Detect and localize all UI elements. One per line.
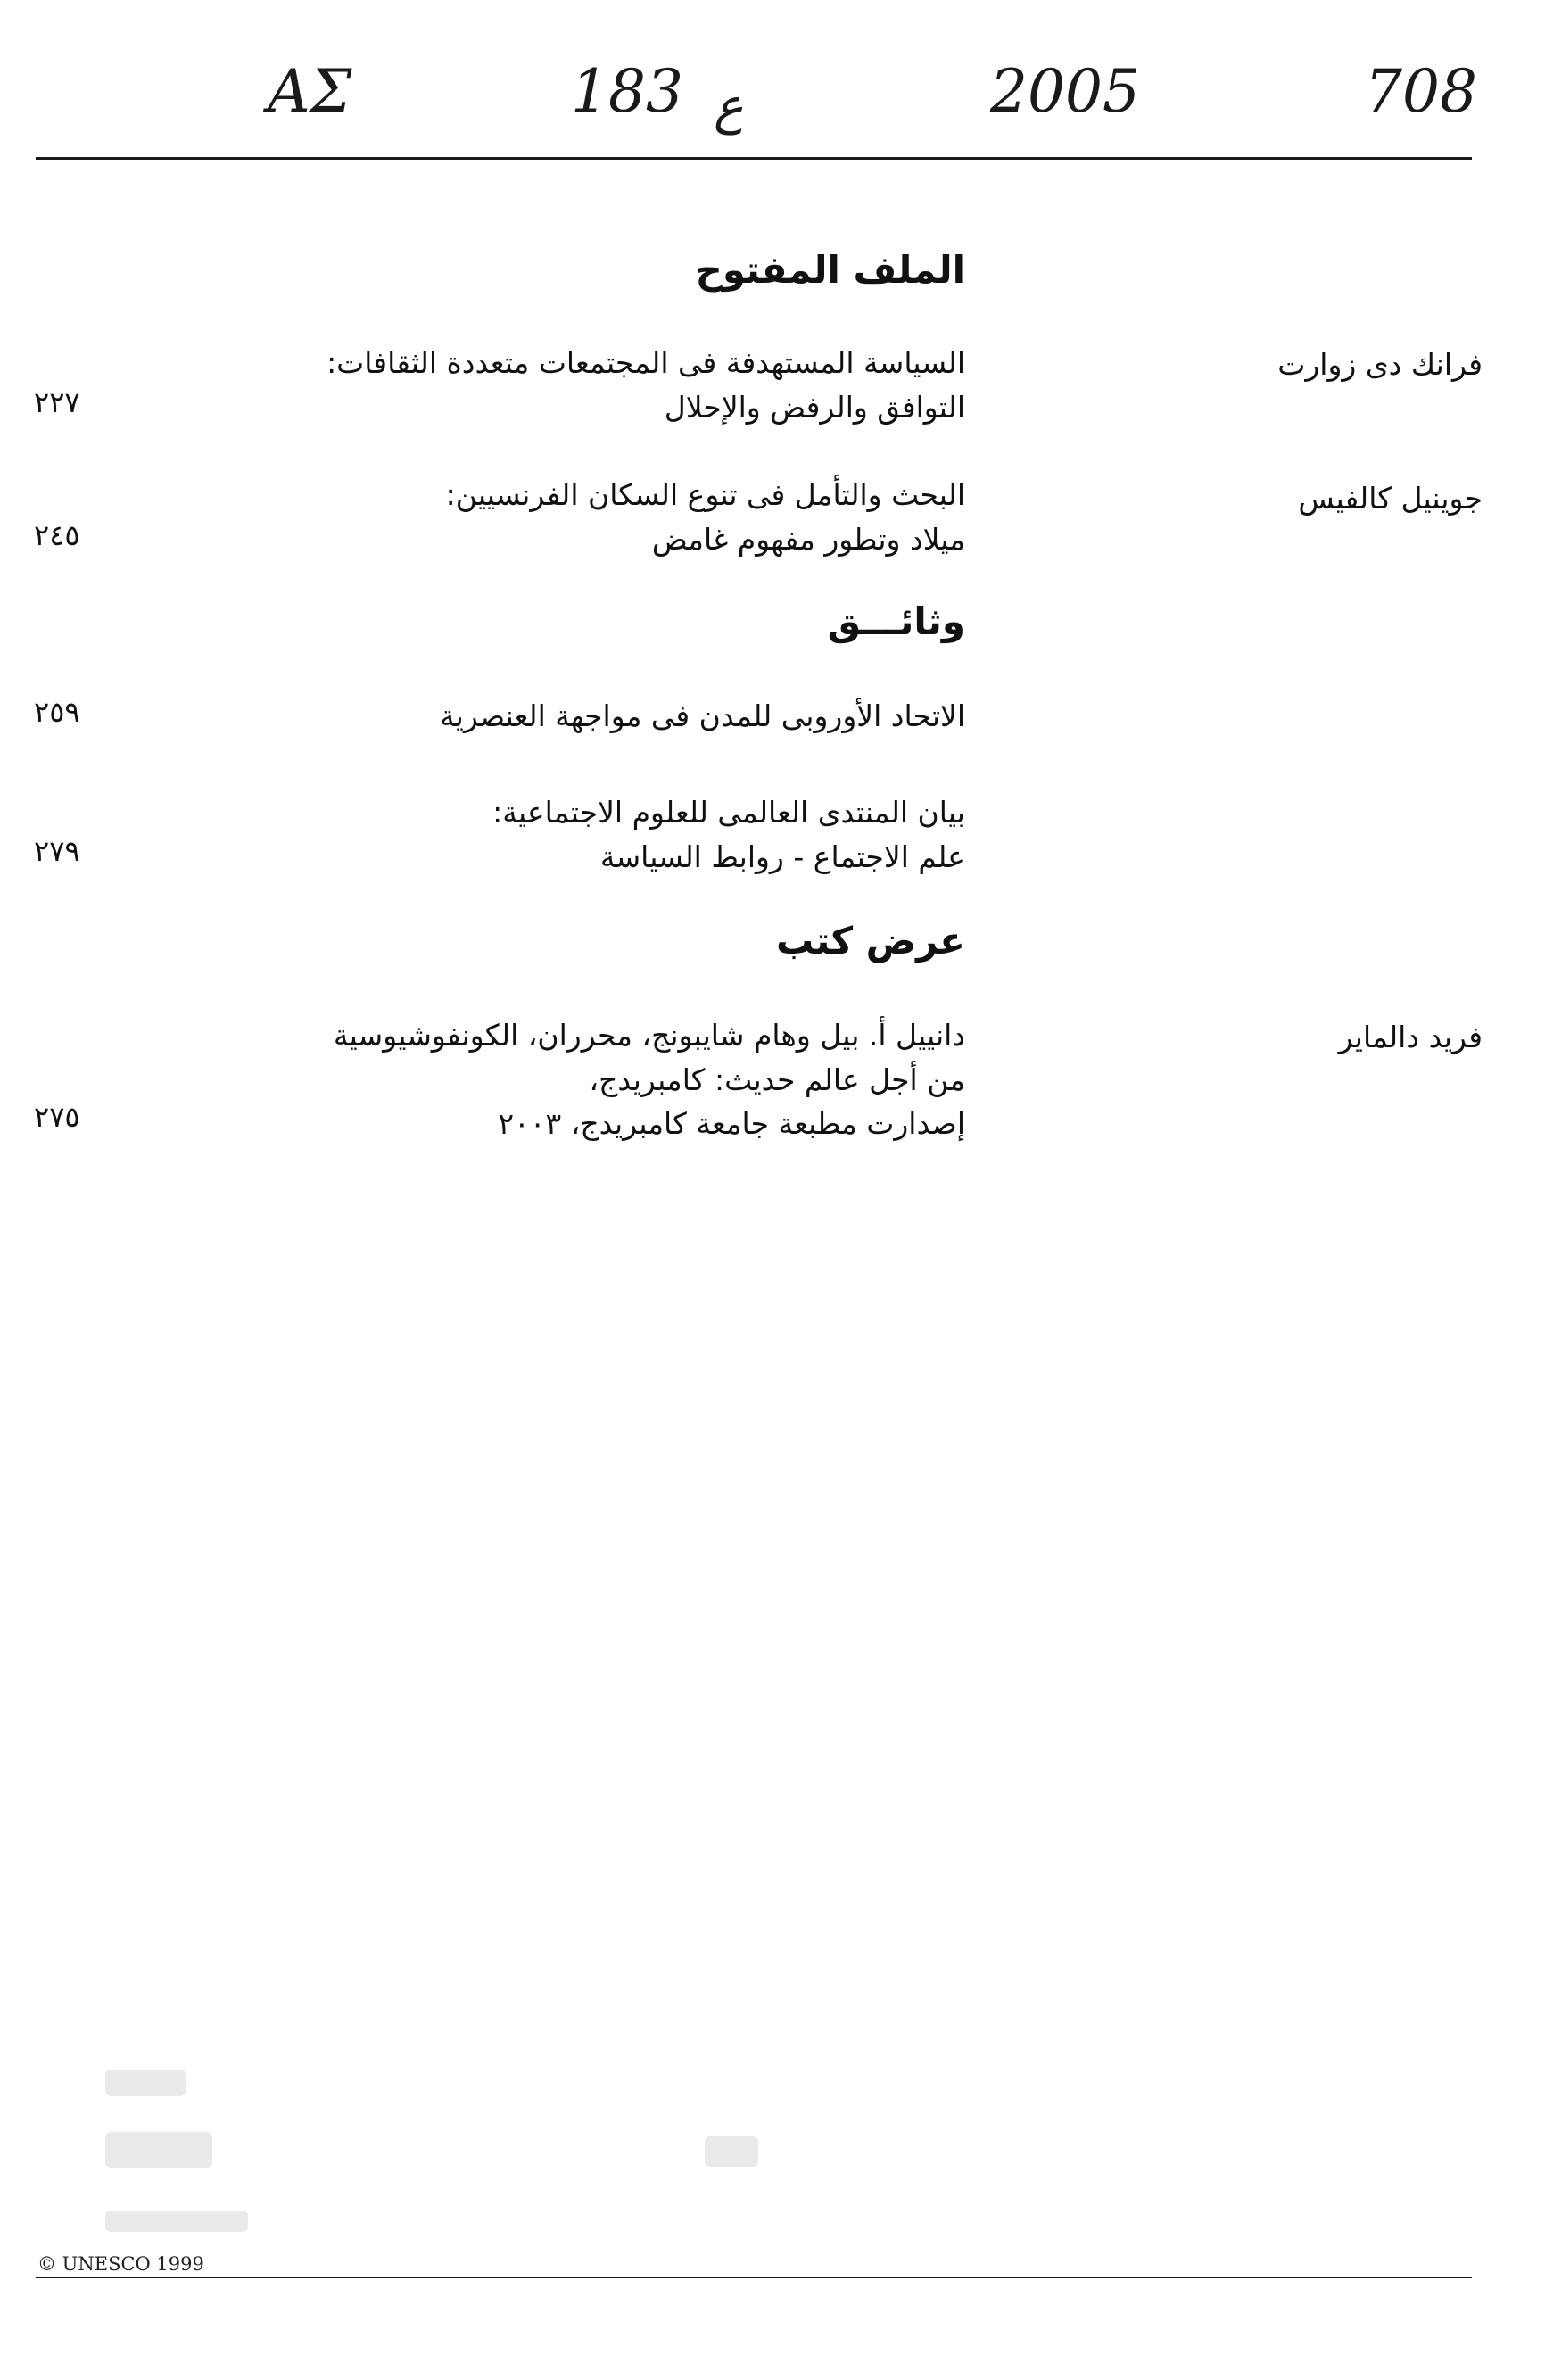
author-entry-5: فريد دالماير (1338, 1020, 1483, 1054)
scan-smudge (105, 2132, 212, 2168)
toc-entry-1-title (180, 341, 965, 429)
section-heading-book-reviews: عرض كتب (776, 919, 965, 963)
toc-entry-5-page: ٢٧٥ (34, 1100, 80, 1134)
toc-entry-4-line1: بيان المنتدى العالمى للعلوم الاجتماعية: (492, 795, 965, 830)
toc-entry-4-line2: علم الاجتماع - روابط السياسة (599, 839, 965, 874)
author-entry-1: فرانك دى زوارت (1277, 347, 1483, 382)
toc-entry-1-page: ٢٢٧ (34, 385, 80, 419)
section-heading-open-file: الملف المفتوح (695, 248, 965, 292)
toc-entry-4-page: ٢٧٩ (34, 834, 80, 868)
author-entry-2: جوينيل كالفيس (1298, 481, 1483, 516)
toc-entry-1-line1: السياسة المستهدفة فى المجتمعات متعددة الثقافات: (326, 345, 965, 380)
toc-entry-3-line1: الاتحاد الأوروبى للمدن فى مواجهة العنصرية (439, 698, 965, 733)
toc-entry-1-line2: التوافق والرفض والإحلال (664, 389, 965, 425)
scan-smudge (705, 2136, 758, 2167)
toc-entry-2-page: ٢٤٥ (34, 518, 80, 552)
toc-entry-3-page: ٢٥٩ (34, 695, 80, 729)
handwritten-ref-3: ع (714, 78, 744, 136)
top-rule (36, 157, 1472, 160)
scan-smudge (105, 2211, 248, 2232)
toc-entry-2-line1: البحث والتأمل فى تنوع السكان الفرنسيين: (445, 477, 965, 512)
handwritten-ref-4: 2005 (990, 57, 1140, 126)
toc-entry-5-line2: من أجل عالم حديث: كامبريدج، (589, 1062, 965, 1097)
footer-copyright: © UNESCO 1999 (37, 2253, 204, 2275)
toc-entry-2-title (180, 473, 965, 561)
toc-entry-4-title (180, 790, 965, 879)
handwritten-ref-2: 183 (571, 57, 683, 126)
handwritten-ref-1: ΑΣ (268, 57, 352, 126)
section-heading-documents: وثائـــق (827, 599, 965, 643)
toc-entry-5-line3: إصدارت مطبعة جامعة كامبريدج، ٢٠٠٣ (498, 1106, 965, 1141)
handwritten-ref-5: 708 (1365, 57, 1477, 126)
toc-entry-3-title (180, 694, 965, 739)
bottom-rule (36, 2277, 1472, 2278)
toc-entry-2-line2: ميلاد وتطور مفهوم غامض (651, 521, 965, 557)
scan-smudge (105, 2070, 186, 2096)
toc-entry-5-line1: دانييل أ. بيل وهام شايبونج، محرران، الكونفوشيوسية (333, 1018, 965, 1053)
toc-entry-5-title (180, 1013, 965, 1146)
